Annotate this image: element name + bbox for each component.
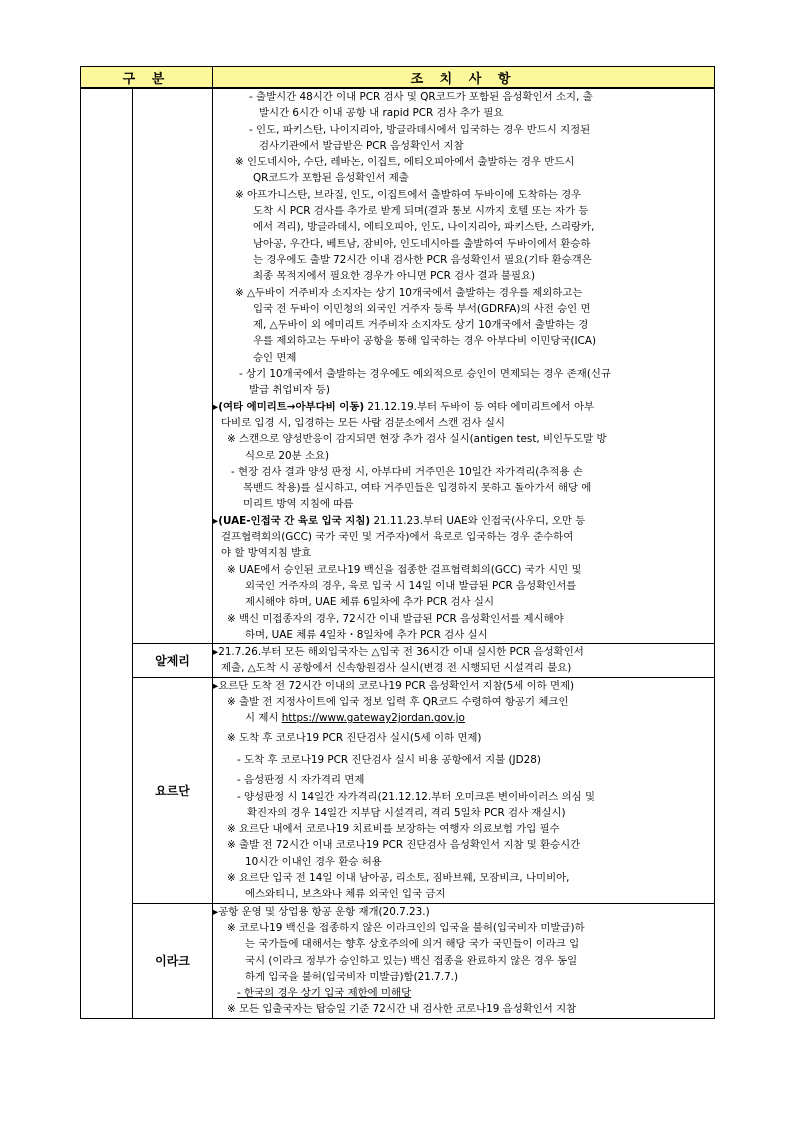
uae-measures <box>213 88 715 644</box>
text-line: - 현장 검사 결과 양성 판정 시, 아부다비 거주민은 10일간 자가격리(추적용 손 <box>231 465 583 478</box>
text-line: 10시간 이내인 경우 환승 허용 <box>245 855 382 868</box>
text-line: 최종 목적지에서 필요한 경우가 아니면 PCR 검사 결과 불필요) <box>253 270 536 283</box>
text-line <box>213 399 714 415</box>
text-line: ▸공항 운영 및 상업용 항공 운항 재개(20.7.23.) <box>213 905 430 918</box>
header-measures: 조 치 사 항 <box>213 67 715 89</box>
table-row <box>81 88 715 644</box>
text-line: 승인 면제 <box>253 351 297 364</box>
gateway-link[interactable]: https://www.gateway2jordan.gov.jo <box>281 712 465 725</box>
text-line: 에서 격리), 방글라데시, 에티오피아, 인도, 나이지리아, 파키스탄, 스리랑카, <box>253 221 595 234</box>
text-line <box>213 513 714 529</box>
text-line: - 양성판정 시 14일간 자가격리(21.12.12.부터 오미크론 변이바이러스 의심 및 <box>237 790 595 803</box>
text-line: 에스와티니, 보츠와나 체류 외국인 입국 금지 <box>245 888 446 901</box>
iraq-measures <box>213 903 715 1018</box>
abudhabi-text: 21.12.19.부터 두바이 등 여타 에미리트에서 아부 <box>364 400 595 413</box>
text-line: - 한국의 경우 상기 입국 제한에 미해당 <box>237 987 412 1000</box>
text-line: 검사기관에서 발급받은 PCR 음성확인서 지참 <box>259 139 464 152</box>
text-line: 미리트 방역 지침에 따름 <box>243 498 354 511</box>
text-line: ▸21.7.26.부터 모든 해외입국자는 △입국 전 36시간 이내 실시한 PCR 음성확인서 <box>213 646 584 659</box>
text-line: 식으로 20분 소요) <box>245 449 330 462</box>
text-line: ※ 도착 후 코로나19 PCR 진단검사 실시(5세 이하 면제) <box>227 731 482 744</box>
text-line: 발시간 6시간 이내 공항 내 rapid PCR 검사 추가 필요 <box>259 107 504 120</box>
table-row <box>81 677 715 903</box>
jordan-measures <box>213 677 715 903</box>
text-span: 시 제시 <box>245 712 282 725</box>
text-line: ※ 출발 전 72시간 이내 코로나19 PCR 진단검사 음성확인서 지참 및 환승시간 <box>227 839 581 852</box>
text-line: ※ 요르단 내에서 코로나19 치료비를 보장하는 여행자 의료보험 가입 필수 <box>227 823 560 836</box>
text-line: 다비로 입경 시, 입경하는 모든 사람 검문소에서 스캔 검사 실시 <box>221 416 505 429</box>
text-line: - 출발시간 48시간 이내 PCR 검사 및 QR코드가 포함된 음성확인서 소지, 출 <box>249 91 593 103</box>
text-line: - 인도, 파키스탄, 나이지리아, 방글라데시에서 입국하는 경우 반드시 지정된 <box>249 123 591 136</box>
text-line: ※ 아프가니스탄, 브라질, 인도, 이집트에서 출발하여 두바이에 도착하는 경우 <box>235 188 582 201</box>
text-line <box>213 710 714 726</box>
text-line: 우를 제외하고는 두바이 공항을 통해 입국하는 경우 아부다비 이민당국(ICA) <box>253 335 597 348</box>
text-line: 는 국가들에 대해서는 향후 상호주의에 의거 해당 국가 국민들이 이라크 입 <box>245 938 580 951</box>
bullet-icon: ▸ <box>213 400 219 413</box>
text-line: QR코드가 포함된 음성확인서 제출 <box>253 172 409 185</box>
bullet-icon: ▸ <box>213 514 219 527</box>
text-line: - 도착 후 코로나19 PCR 진단검사 실시 비용 공항에서 지불 (JD28) <box>237 753 541 766</box>
text-line: ▸요르단 도착 전 72시간 이내의 코로나19 PCR 음성확인서 지참(5세 이하 면제) <box>213 679 575 692</box>
text-line: ※ △두바이 거주비자 소지자는 상기 10개국에서 출발하는 경우를 제외하고는 <box>235 286 583 299</box>
text-line: ※ 스캔으로 양성반응이 감지되면 현장 추가 검사 실시(antigen test, 비인두도말 방 <box>227 433 607 446</box>
land-title: (UAE-인접국 간 육로 입국 지침) <box>218 514 371 527</box>
text-line: 하게 입국을 불허(입국비자 미발급)함(21.7.7.) <box>245 970 459 983</box>
table-row <box>81 903 715 1018</box>
text-line: ※ 인도네시아, 수단, 레바논, 이집트, 에티오피아에서 출발하는 경우 반드시 <box>235 156 575 169</box>
table-row <box>81 644 715 678</box>
text-line: 야 할 방역지침 발효 <box>221 547 312 560</box>
text-line: 걸프협력회의(GCC) 국가 국민 및 거주자)에서 육로로 입국하는 경우 준수하여 <box>221 531 574 544</box>
country-cell-uae <box>133 88 213 644</box>
text-line: - 상기 10개국에서 출발하는 경우에도 예외적으로 승인이 면제되는 경우 존재(신규 <box>239 368 611 381</box>
text-line: 확진자의 경우 14일간 지부담 시설격리, 격리 5일차 PCR 검사 재실시) <box>247 806 566 819</box>
text-line: 하며, UAE 체류 4일차・8일차에 추가 PCR 검사 실시 <box>245 628 488 641</box>
text-line: 남아공, 우간다, 베트남, 잠비아, 인도네시아를 출발하여 두바이에서 환승하 <box>253 237 591 250</box>
region-cell <box>81 88 133 1018</box>
text-line: 국시 (이라크 정부가 승인하고 있는) 백신 접종을 완료하지 않은 경우 동일 <box>245 954 578 967</box>
text-line: - 음성판정 시 자가격리 면제 <box>237 773 365 786</box>
country-cell-algeria: 알제리 <box>133 644 213 678</box>
abudhabi-title: (여타 에미리트→아부다비 이동) <box>218 400 365 413</box>
text-line: 도착 시 PCR 검사를 추가로 받게 되며(결과 통보 시까지 호텔 또는 자가 등 <box>253 205 589 218</box>
text-line: 제시해야 하며, UAE 체류 6일차에 추가 PCR 검사 실시 <box>245 596 494 609</box>
country-cell-jordan: 요르단 <box>133 677 213 903</box>
text-line: ※ UAE에서 승인된 코로나19 백신을 접종한 걸프협력회의(GCC) 국가 시민 및 <box>227 563 582 576</box>
text-line: 목밴드 착용)를 실시하고, 여타 거주민들은 입경하지 못하고 돌아가서 해당 에 <box>243 482 592 495</box>
measures-table <box>80 66 715 1019</box>
text-line: 제출, △도착 시 공항에서 신속항원검사 실시(변경 전 시행되던 시설격리 불요) <box>221 662 572 675</box>
text-line: ※ 출발 전 지정사이트에 입국 정보 입력 후 QR코드 수령하여 항공기 체크인 <box>227 695 569 708</box>
text-line: 외국인 거주자의 경우, 육로 입국 시 14일 이내 발급된 PCR 음성확인서를 <box>245 579 577 592</box>
text-line: 발급 취업비자 등) <box>249 384 330 397</box>
text-line: ※ 요르단 입국 전 14일 이내 남아공, 리소토, 짐바브웨, 모잠비크, 나미비아, <box>227 872 570 885</box>
text-line: 제, △두바이 외 에미리트 거주비자 소지자도 상기 10개국에서 출발하는 경 <box>253 319 589 332</box>
text-line: ※ 백신 미접종자의 경우, 72시간 이내 발급된 PCR 음성확인서를 제시해야 <box>227 612 564 625</box>
text-line: 는 경우에도 출발 72시간 이내 검사한 PCR 음성확인서 필요(기타 환승객은 <box>253 253 592 266</box>
land-text: 21.11.23.부터 UAE와 인접국(사우디, 오만 등 <box>370 514 586 527</box>
table-header-row <box>81 67 715 89</box>
text-line: 입국 전 두바이 이민청의 외국인 거주자 등록 부서(GDRFA)의 사전 승인 면 <box>253 302 591 315</box>
header-category: 구 분 <box>81 67 213 89</box>
algeria-measures <box>213 644 715 678</box>
text-line: ※ 모든 입출국자는 탑승일 기준 72시간 내 검사한 코로나19 음성확인서 지참 <box>227 1003 577 1016</box>
country-cell-iraq: 이라크 <box>133 903 213 1018</box>
text-line: ※ 코로나19 백신을 접종하지 않은 이라크인의 입국을 불허(입국비자 미발급)하 <box>227 921 585 934</box>
